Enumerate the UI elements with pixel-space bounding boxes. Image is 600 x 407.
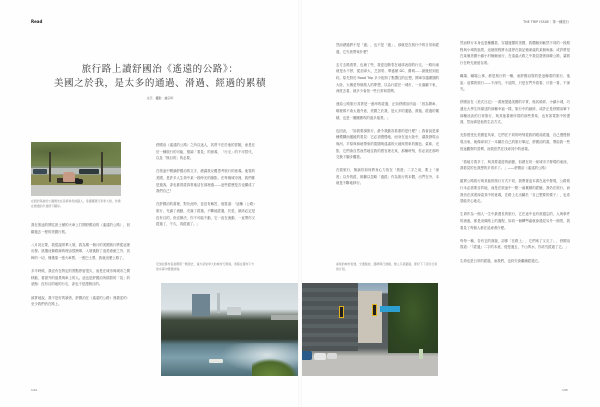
traffic-light (372, 304, 377, 316)
paragraph: 在旅途中閱讀舒國治的文字，總讓我反覆思考旅行的意義。他寫的美國，是許多人生命中某一段時光的縮影。在每個城市裡，我們都是過客，卻也都曾經真實地活在那裡過——這些經歷是否也構成了我們自己？ (156, 169, 255, 194)
paragraph: 然而總過將不是「過」，也不是「過」，那就是在旅行中的日常和經過，它究竟帶來什麼？ (336, 43, 439, 54)
street-photo-caption: 尋常的城市街道，交通號誌、路牌與行道樹，旅人只是路過，卻記下了這些日常的片刻。 (336, 262, 438, 271)
foreground-bush (252, 358, 298, 376)
title-line-2: 美國之於我，是太多的通過、滑過、經過的累積 (53, 78, 267, 89)
title-line-1: 旅行路上讀舒國治《遙遠的公路》： (81, 64, 239, 75)
footpath (31, 185, 121, 196)
traffic-light (339, 306, 344, 318)
office-building (300, 283, 358, 351)
article-title (40, 63, 280, 91)
page-gutter (298, 0, 302, 407)
street-trees (388, 283, 438, 353)
paragraph: 舒國治《遙遠的公路》之所以迷人，其實不在於他的冒險，而是在於一種旅行的可能，強調「看見」的意義，「行走」的不可替代，以及「無目的」的必要。 (156, 143, 255, 161)
paragraph: 去方去路看景，也補了些，我更加熱衷在地球表面的行走，一路向東就是永不停，從加拿大、芝加哥、華盛頓 DC、費城……最後回到紐約。原先對於 Road Trip 多少抱持了點嚮往的幻想，開車穿越廣闊的大陸，大概是每個旅人的夢想，以為行經任一城市，一旦落腳下來，深度去看，就多少會找一些日常和習慣。 (336, 62, 439, 94)
byline: 文字．攝影．盧宗昕 (146, 96, 174, 100)
body-column-2 (156, 142, 255, 234)
tour-boat (209, 359, 223, 363)
section-label: Read (31, 19, 43, 24)
park-bench-photo (31, 142, 121, 196)
paragraph: 職場、職場公事，都是旅行的一種，而舒國治寫的是這種看的旅行，他說：這樣的旅行——不深究、不追問，只是在門外看看、只看一看，不深究。 (460, 73, 570, 92)
building (227, 307, 241, 315)
paragraph: 然而移行本身也是種觀看，穿越遼闊的美國，我體驗到截然不同的一段路程與小城的風景，這趟旅程將永遠停在我記憶深處的某個角落；或許將是在某個美國小鎮小村蜿蜒而行，在遠處大路之中我見證著那條公路，讓旅行在時光裡留存著。 (460, 41, 570, 65)
luggage-bag (75, 179, 83, 184)
body-column-3 (336, 42, 439, 194)
parked-car (79, 169, 99, 174)
paragraph: 也因此，「如我要讀旅行，最令我動容看重的是什麼？」我會說是那種模糊而遲緩的看見：它必須慢慢地，而身在這大陸中，讓我發現山與河、平原與林地帶來的寬闊與遠處的大地與景象的顏色、氣味、光影，它們會自然而然地往我的感官裡走來，那種時刻，你必須在那時交換下腳步觀看。 (336, 128, 439, 160)
tree-trunk (49, 152, 51, 182)
issue-label: THE TRIP ISSUE｜第一種旅行 (523, 20, 569, 24)
hotel-tower (192, 294, 210, 316)
paragraph: 舒國治在《美式日記》一書裡提過美國的平實，極其瑣碎、小鎮小城，巧遇北大學生所描述的那種幸福一樣，旅行中的細碎，或許正是舒國治筆下那種淡淡的日常旅行，與其他書裡所寫的那些景象，也有如電影中的畫面，然而那是他的生活方式。 (460, 100, 570, 125)
paragraph: 誠實地說，我不是好的讀者，舒國治在《遙遠的公路》裡描述的：至少我們仍在路上。 (31, 295, 130, 307)
park-photo-caption: 在紐約某處的公園裡坐在長椅休息的路人，身邊擺著行李和大袋，彷彿在旅途的半途停下腳步。 (31, 199, 121, 208)
observation-tower (217, 293, 220, 313)
page-number-right: 145 (562, 388, 568, 392)
tree-trunk (101, 152, 103, 182)
parked-car (33, 169, 47, 174)
paragraph: 生命也是日常的經過，而我們，也終究會繼續經過它。 (460, 258, 542, 263)
paragraph: 在我旅行，無論你如何將身心力放在「旅遊」二字之前，要上「深度」以外的經，都難以忽略「過經」作為旅行的本體，出門在外，本就是不斷地移行。 (336, 168, 439, 186)
body-column-4 (460, 40, 570, 271)
niagara-photo-caption: 尼加拉瀑布從美國那一側望去，遠方是加拿大的城市天際線，遊船在瀑布下方的水霧中緩緩前進。 (156, 262, 255, 271)
distant-building (358, 291, 382, 343)
page-number-left: 144 (31, 388, 37, 392)
paragraph: 生命作為一個人一生中最漫長的旅行，它在途中也有被遺忘的，人與事件的流逝，都是這條路上的過程，如同一個轉彎處就會遇見另外一個景，我看見了每個人都在追尋著什麼。 (460, 212, 570, 230)
parked-car (327, 353, 337, 359)
paragraph: 在舒國治的書裡，對於此時，並沒有解答，他寫道：「這種（公路）旅行，充滿了流動，充滿了經過，不斷地經過，於是，最終必定是沒有目的，但沒辦法，你不可能不動，它一直在流動，一直帶你又經過了，不久，再經過了。」 (156, 202, 255, 227)
tree-canopy (31, 142, 121, 166)
paragraph: 連結公路旅行其實是一連串的經過，正如舒國治所說：「因為開車，哪裡都不會太過介意，美國之於我，是太多的通過、滑過、經過的累積，也是一團團塵埃的旋多風景。」 (336, 102, 439, 120)
paragraph: 每每一種，各有它的面貌，卻都「在路上」，它們來了又走了」，舒國治寫道：「『經過』二字的本意，便是過去，千山萬水，你終究經過了它。」 (460, 238, 570, 250)
parked-car (314, 353, 326, 360)
seated-people (63, 172, 75, 182)
paragraph: 光影感受比美國更具象，它們在不同的時刻從我的眼前經過，自己慢慢發現出來，就像拿到了一本屬於自己的旅行筆記，舒國治的書，帶給我一些因途觀察的習慣，而我依然在找尋其中的意義。 (460, 133, 570, 151)
pedestrian (419, 349, 423, 359)
body-column-1 (31, 222, 130, 314)
street-sign (380, 306, 400, 312)
paragraph: 我在旅途的開往波士頓的火車上打開舒國治的《遙遠的公路》，回顧過去一程的美國行旅。 (31, 223, 130, 234)
niagara-falls-photo (161, 283, 298, 376)
paragraph: 縱貫公路旅行與其他的旅行方式不同，我帶著這本書在途中發現，公路旅行未必需要目的地，而是在旅途中一點一滴累積的經驗，我仍在旅行，而我仍在試著探索其中的意義，在路上走出屬於「自己想要的樣子」，也希望能安心地走。 (460, 179, 570, 204)
paragraph: 八月初正要，我從溫哥華入境，我為期一個月的美國旅行將從這裡出發。挑選這條路線的理由很簡單，入境後除了逛美術館之外，其餘的一切，僅僅靠一張火車票、一張巴士票，我就這麼上路了。 (31, 242, 130, 260)
paragraph: 多半時候，我沒有在特定的景點停留很久，而是在城市與城市之間移動，看窗外的風景與車上的人。這也是舒國治所描寫的「晃」的狀態：沒有目的地的行走，卻也不是漫無目的。 (31, 269, 130, 287)
paragraph: 「看地方看多了，與其要遠遊的細節，但總在同一座城市才發現的東西，我看見的比我想的多得多了。」——舒國治《遙遠的公路》 (460, 159, 570, 171)
bridge (271, 315, 298, 320)
city-street-photo (300, 283, 438, 376)
